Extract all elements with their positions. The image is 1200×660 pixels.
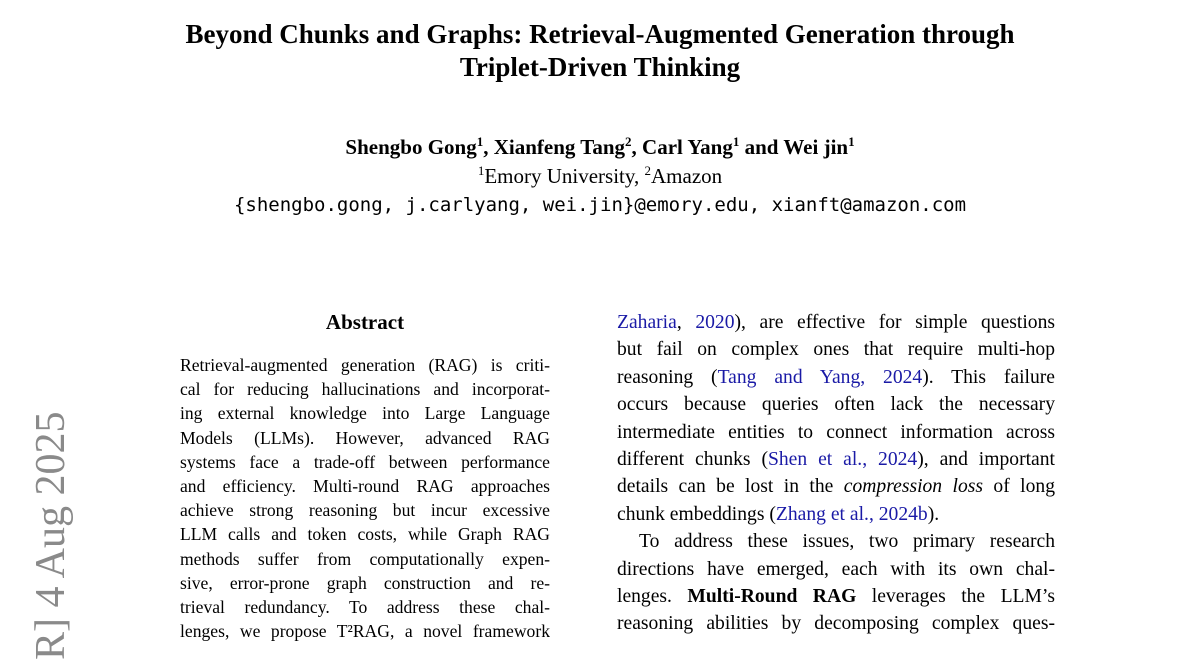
emphasis-text: compression loss	[843, 476, 984, 498]
author-separator: and	[739, 135, 784, 159]
citation-link[interactable]: Zaharia	[617, 312, 677, 333]
abstract-line: trieval redundancy. To address these chal-	[180, 597, 550, 618]
abstract-body	[180, 353, 550, 643]
abstract-line: methods suffer from computationally expen-	[180, 548, 550, 569]
abstract-line: achieve strong reasoning but incur excessive	[180, 500, 550, 521]
text-fragment: leverages the LLM’s	[856, 586, 1055, 608]
body-line	[617, 446, 1055, 473]
body-line	[617, 364, 1055, 391]
body-line	[617, 583, 1055, 610]
text-fragment: different chunks (	[617, 449, 768, 471]
text-fragment: chunk embeddings (	[617, 503, 776, 525]
paper-title	[100, 18, 1100, 84]
citation-link[interactable]: Zhang et al., 2024b	[775, 503, 928, 525]
author-name: Xianfeng Tang	[493, 135, 626, 159]
abstract-line: Retrieval-augmented generation (RAG) is criti-	[180, 355, 550, 375]
abstract-line: and efficiency. Multi-round RAG approaches	[180, 476, 550, 497]
author-name: Carl Yang	[642, 135, 733, 159]
author-list	[100, 133, 1100, 161]
body-line: intermediate entities to connect information across	[617, 421, 1055, 443]
body-line: but fail on complex ones that require multi-hop	[617, 339, 1055, 361]
author-separator: ,	[483, 135, 494, 159]
body-line: occurs because queries often lack the necessary	[617, 394, 1055, 416]
text-fragment: reasoning (	[617, 366, 718, 388]
abstract-line: systems face a trade-off between performance	[180, 451, 550, 472]
author-emails: {shengbo.gong, j.carlyang, wei.jin}@emory.edu, xianft@amazon.com	[233, 194, 967, 216]
citation-link[interactable]: Shen et al., 2024	[767, 449, 918, 471]
abstract-line: lenges, we propose T²RAG, a novel framework	[180, 621, 550, 642]
author-name: Shengbo Gong	[345, 135, 477, 159]
body-line	[617, 309, 1055, 336]
body-line	[617, 473, 1055, 500]
abstract-line: Models (LLMs). However, advanced RAG	[180, 427, 550, 448]
body-line: To address these issues, two primary research	[639, 531, 1055, 553]
text-fragment: ). This failure	[922, 366, 1055, 388]
abstract-line: LLM calls and token costs, while Graph RAG	[180, 524, 550, 545]
text-fragment: lenges.	[617, 586, 688, 608]
title-line-1: Beyond Chunks and Graphs: Retrieval-Augmented Generation through	[185, 19, 1015, 49]
affiliation-mark: 1	[477, 163, 485, 178]
intro-column	[617, 309, 1055, 638]
affiliation-separator: ,	[634, 164, 645, 188]
affiliation-name: Emory University	[484, 164, 635, 188]
abstract-heading: Abstract	[325, 310, 405, 334]
title-line-2: Triplet-Driven Thinking	[459, 52, 741, 82]
text-fragment: ).	[927, 503, 940, 525]
abstract-line: sive, error-prone graph construction and re-	[180, 572, 550, 593]
affiliation-mark: 2	[625, 134, 632, 149]
body-line: reasoning abilities by decomposing complex ques-	[617, 613, 1055, 635]
text-fragment: details can be lost in the	[617, 476, 844, 498]
abstract-line: ing external knowledge into Large Language	[180, 403, 550, 424]
text-fragment: ), are effective for simple questions	[734, 312, 1055, 333]
abstract-line: cal for reducing hallucinations and incorporat-	[180, 379, 550, 400]
affiliation-mark: 1	[476, 134, 484, 149]
affiliation-mark: 2	[644, 163, 652, 178]
citation-link[interactable]: Tang and Yang, 2024	[717, 366, 923, 388]
body-line: directions have emerged, each with its own chal-	[617, 558, 1055, 580]
text-fragment: ,	[676, 312, 696, 333]
body-line	[617, 501, 1055, 528]
bold-term: Multi-Round RAG	[687, 586, 857, 608]
text-fragment: of long	[983, 476, 1055, 498]
text-fragment: ), and important	[917, 449, 1055, 471]
affiliation-mark: 1	[848, 134, 855, 149]
author-name: Wei jin	[783, 135, 849, 159]
citation-link[interactable]: 2020	[695, 312, 735, 333]
affiliation-name: Amazon	[651, 164, 723, 188]
author-separator: ,	[631, 135, 643, 159]
arxiv-stamp: R] 4 Aug 2025	[28, 411, 74, 660]
affiliation-mark: 1	[732, 134, 740, 149]
affiliations	[100, 162, 1100, 190]
